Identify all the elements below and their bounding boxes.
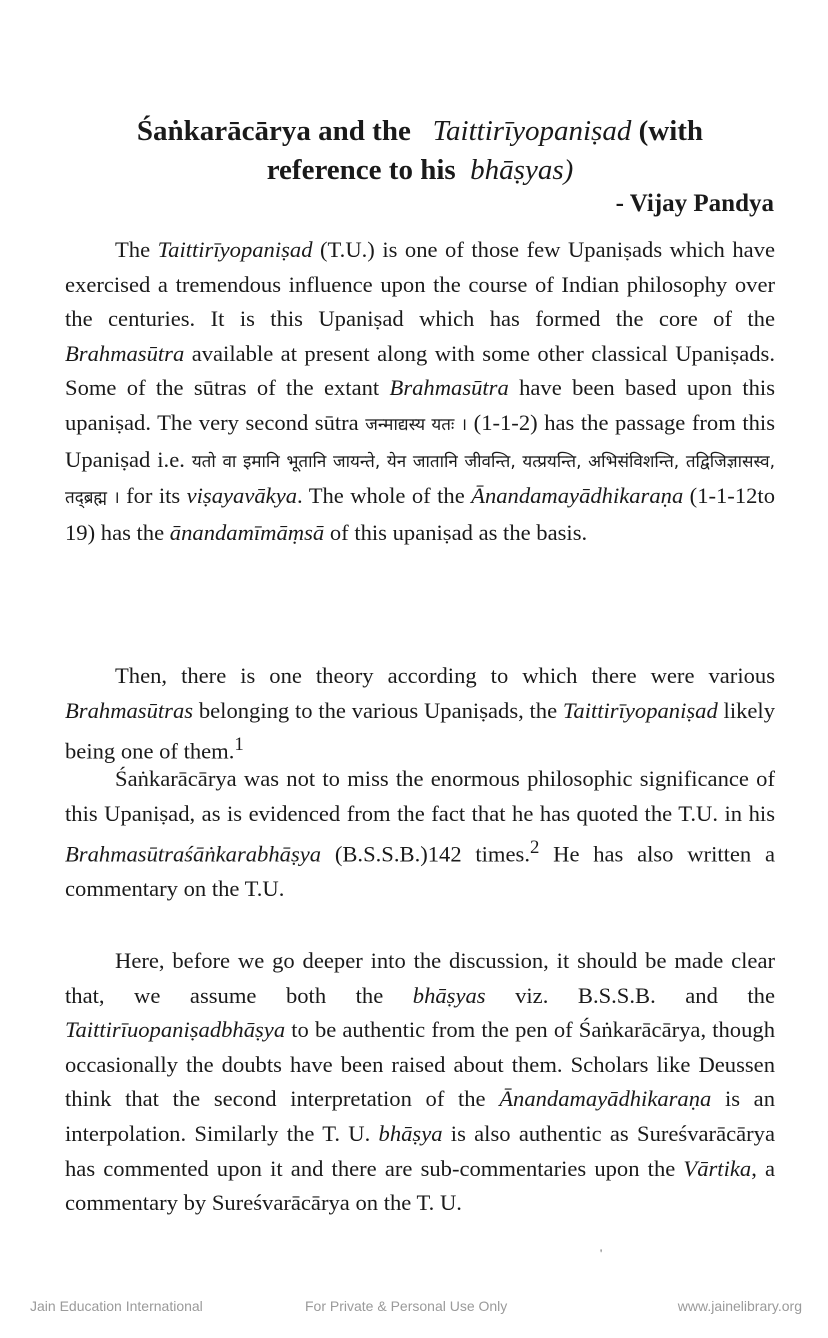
p1-italic-n: Ānandamayādhikaraṇa <box>471 483 684 509</box>
p2-italic-b: Brahmasūtras <box>65 697 194 723</box>
p4-italic-b: bhāṣyas <box>412 982 486 1008</box>
p3-text-a: Śaṅkarācārya was not to miss the enormous philosophic significance of this Upaniṣad, as is evidenced from the fact that he has quoted the T.U. in his <box>65 766 775 826</box>
p4-italic-f: Ānandamayādhikaraṇa <box>499 1086 712 1112</box>
title-line1-b: Taittirīyopaniṣad <box>432 115 632 147</box>
p1-italic-p: ānandamīmāṃsā <box>169 519 325 545</box>
p1-italic-b: Taittirīyopaniṣad <box>157 237 313 262</box>
p4-text-k: , a commentary by Sureśvarācārya on the T. U. <box>65 1155 775 1216</box>
p1-italic-d: Brahmasūtra <box>65 340 185 366</box>
p4-text-c: viz. B.S.S.B. and the <box>485 982 775 1008</box>
p1-text-e: available at present along with some other classical Upaniṣads. Some of the sūtras of the extant <box>65 340 775 401</box>
p3-text-e: He has also written a commentary on the T.U. <box>65 841 775 902</box>
paragraph-1 <box>65 233 775 550</box>
footnote-ref-2: 2 <box>529 837 540 859</box>
p4-text-a: Here, before we go deeper into the discussion, it should be made clear that, we assume both the <box>65 948 775 1008</box>
p1-italic-f: Brahmasūtra <box>389 375 509 401</box>
p2-text-a: Then, there is one theory according to which there were various <box>115 663 775 688</box>
paragraph-2 <box>65 659 775 769</box>
title-line2-b: bhāṣyas) <box>470 154 574 186</box>
p4-italic-d: Taittirīuopaniṣadbhāṣya <box>65 1017 286 1043</box>
p1-text-g: have been based upon this upaniṣad. The very second sūtra <box>65 375 775 435</box>
p4-text-i: is also authentic as Sureśvarācārya has commented upon it and there are sub-commentaries upon the <box>65 1120 775 1181</box>
p1-devanagari-j: यतो वा इमानि भूतानि जायन्ते, येन जातानि जीवन्ति, यत्प्रयन्ति, अभिसंविशन्ति, तद्विजिज्ञासस्व, तद्ब्रह्म । <box>65 451 775 509</box>
p4-text-e: to be authentic from the pen of Śaṅkarācārya, though occasionally the doubts have been raised about them. Scholars like Deussen think that the second interpretation of the <box>65 1017 775 1112</box>
paragraph-3 <box>65 762 775 907</box>
author: - Vijay Pandya <box>615 190 774 217</box>
p1-devanagari-h: जन्माद्यस्य यतः । <box>365 414 468 435</box>
footer-right-link[interactable]: www.jainelibrary.org <box>677 1298 802 1314</box>
p3-italic-b: Brahmasūtraśāṅkarabhāṣya <box>65 841 322 867</box>
p1-text-q: of this upaniṣad as the basis. <box>324 519 588 545</box>
footer-center: For Private & Personal Use Only <box>305 1298 508 1314</box>
p1-italic-l: viṣayavākya <box>186 483 298 509</box>
p1-text-c: (T.U.) is one of those few Upaniṣads which have exercised a tremendous influence upon the course of Indian philosophy over the centuries. It is this Upaniṣad which has formed the core of the <box>65 237 776 332</box>
paragraph-4 <box>65 944 775 1221</box>
p4-text-g: is an interpolation. Similarly the T. U. <box>65 1086 775 1146</box>
p1-text-i: (1-1-2) has the passage from this Upaniṣad i.e. <box>65 409 775 472</box>
p2-italic-d: Taittirīyopaniṣad <box>562 697 718 723</box>
footnote-ref-1: 1 <box>234 734 244 756</box>
p1-text-m: . The whole of the <box>297 483 472 509</box>
p1-text-o: (1-1-12to 19) has the <box>65 483 776 545</box>
p1-text-a: The <box>115 237 158 262</box>
p4-italic-h: bhāṣya <box>378 1120 443 1146</box>
footer-left: Jain Education International <box>30 1298 203 1314</box>
title-line1-a: Śaṅkarācārya and the <box>136 115 411 147</box>
p1-text-k: for its <box>119 483 187 509</box>
p2-text-e: likely being one of them. <box>65 697 775 764</box>
p4-italic-j: Vārtika <box>683 1155 752 1181</box>
title-line2-a: reference to his <box>266 154 456 186</box>
page-title-line2 <box>60 151 780 189</box>
p3-text-c: (B.S.S.B.)142 times. <box>321 841 530 867</box>
title-line1-c: (with <box>638 115 704 147</box>
p2-text-c: belonging to the various Upaniṣads, the <box>193 697 563 723</box>
page-mark: ' <box>600 1246 603 1260</box>
page-title <box>60 112 780 150</box>
